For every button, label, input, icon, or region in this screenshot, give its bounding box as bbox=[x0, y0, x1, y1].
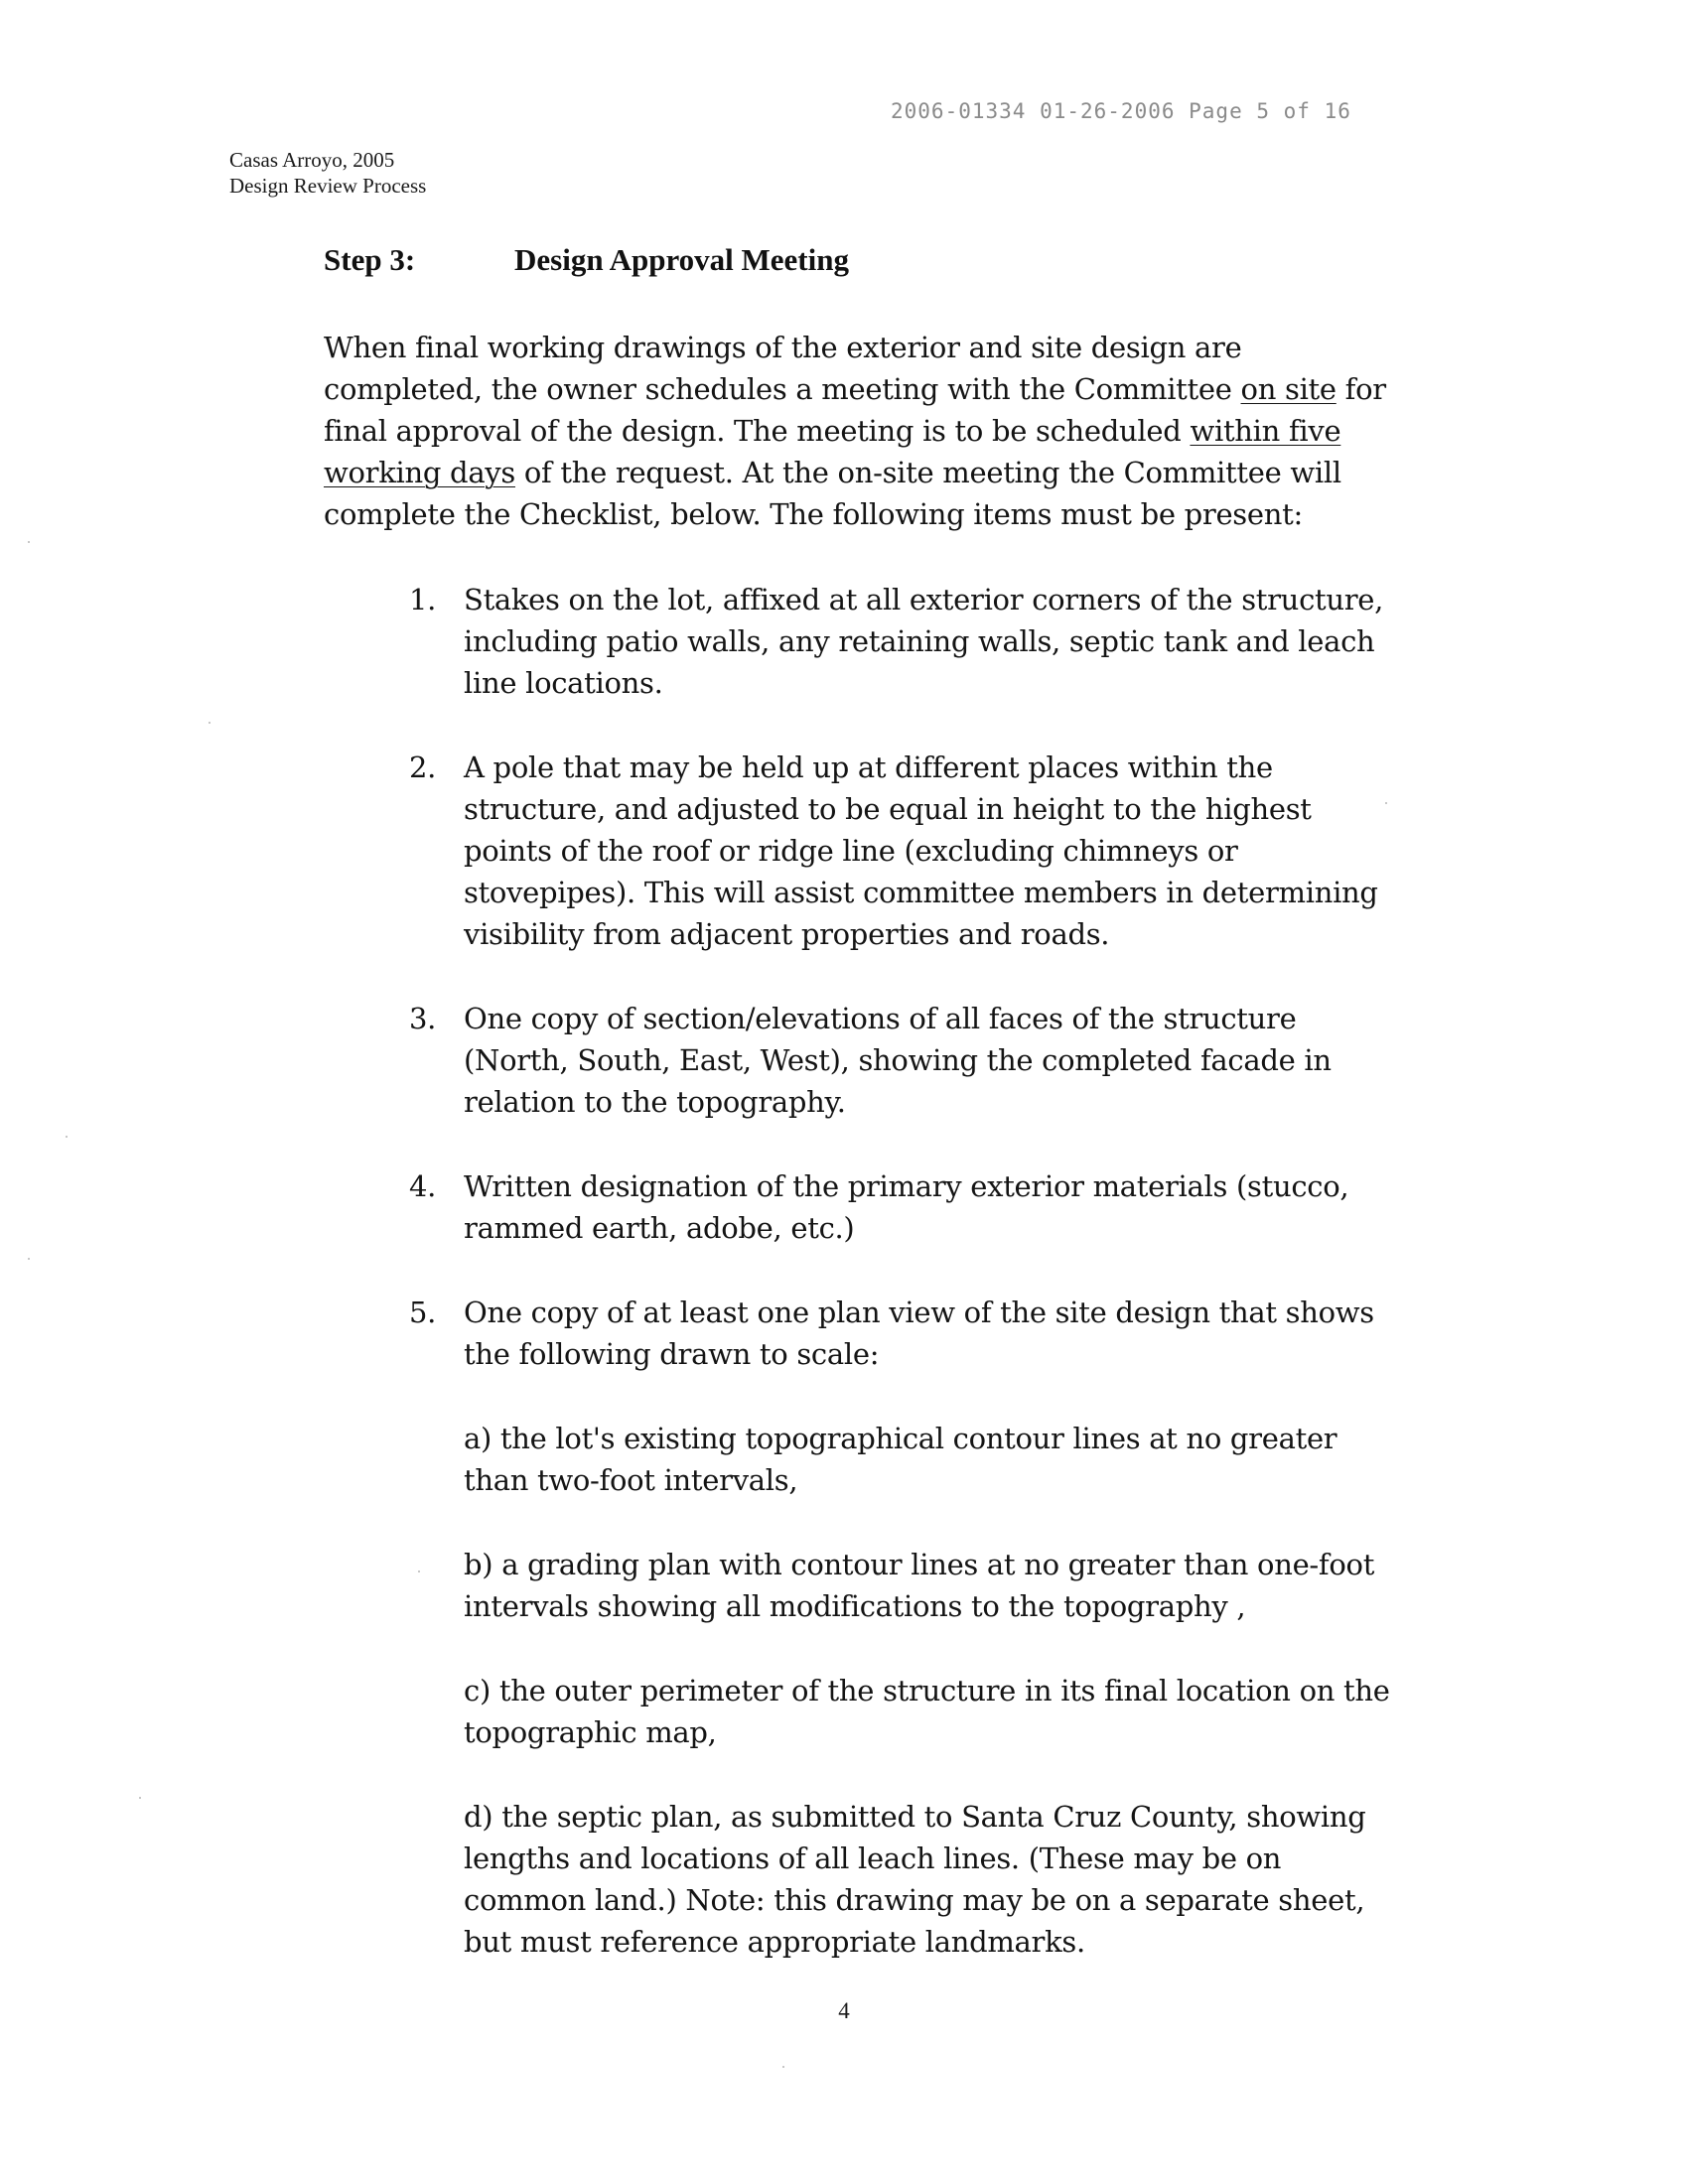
list-item bbox=[409, 747, 1402, 955]
sub-item-line: intervals showing all modifications to the topography , bbox=[464, 1589, 1246, 1623]
list-item-number: 3. bbox=[409, 1002, 437, 1035]
document-filing-stamp: 2006-01334 01-26-2006 Page 5 of 16 bbox=[891, 99, 1351, 123]
list-item-line: points of the roof or ridge line (excluding chimneys or bbox=[464, 834, 1238, 868]
header-line-2: Design Review Process bbox=[229, 174, 427, 198]
step-heading bbox=[324, 242, 849, 278]
intro-line bbox=[324, 410, 1406, 452]
scan-speck bbox=[66, 1136, 68, 1138]
intro-line: When final working drawings of the exterior and site design are bbox=[324, 331, 1242, 364]
list-item-line: rammed earth, adobe, etc.) bbox=[464, 1211, 855, 1245]
list-item bbox=[409, 998, 1402, 1123]
list-item-number: 4. bbox=[409, 1169, 437, 1203]
underlined-text: on site bbox=[1240, 372, 1336, 406]
list-item-line: the following drawn to scale: bbox=[464, 1337, 880, 1371]
list-item-line: line locations. bbox=[464, 666, 663, 700]
intro-line bbox=[324, 452, 1406, 493]
header-line-1: Casas Arroyo, 2005 bbox=[229, 148, 395, 172]
step-number: Step 3: bbox=[324, 242, 416, 277]
list-item-line: structure, and adjusted to be equal in height to the highest bbox=[464, 792, 1312, 826]
intro-text: of the request. At the on-site meeting the Committee will bbox=[514, 456, 1341, 489]
intro-text: final approval of the design. The meeting is to be scheduled bbox=[324, 414, 1191, 448]
sub-item bbox=[464, 1670, 1402, 1753]
scan-speck bbox=[418, 1570, 420, 1572]
scan-speck bbox=[209, 722, 211, 724]
intro-line: complete the Checklist, below. The following items must be present: bbox=[324, 497, 1303, 531]
list-item-line: including patio walls, any retaining walls, septic tank and leach bbox=[464, 624, 1375, 658]
scan-speck bbox=[28, 1258, 30, 1260]
scan-speck bbox=[1385, 802, 1387, 804]
list-item-number: 5. bbox=[409, 1296, 437, 1329]
list-item-line: visibility from adjacent properties and roads. bbox=[464, 917, 1110, 951]
document-header bbox=[229, 147, 426, 199]
sub-item-line: d) the septic plan, as submitted to Santa Cruz County, showing bbox=[464, 1800, 1366, 1834]
sub-item bbox=[464, 1796, 1402, 1963]
page-number: 4 bbox=[838, 1998, 850, 2023]
sub-item-line: a) the lot's existing topographical contour lines at no greater bbox=[464, 1422, 1337, 1455]
intro-paragraph bbox=[324, 327, 1406, 535]
sub-item-line: but must reference appropriate landmarks. bbox=[464, 1925, 1085, 1959]
list-item-line: (North, South, East, West), showing the completed facade in bbox=[464, 1043, 1332, 1077]
sub-item-line: c) the outer perimeter of the structure in its final location on the bbox=[464, 1674, 1390, 1707]
list-item-line: relation to the topography. bbox=[464, 1085, 846, 1119]
sub-item-line: than two-foot intervals, bbox=[464, 1463, 798, 1497]
step-title: Design Approval Meeting bbox=[514, 242, 849, 277]
list-item-line: One copy of at least one plan view of the site design that shows bbox=[464, 1296, 1374, 1329]
underlined-text: within five bbox=[1190, 414, 1341, 448]
sub-item-line: b) a grading plan with contour lines at no greater than one-foot bbox=[464, 1548, 1375, 1581]
requirements-list bbox=[409, 579, 1402, 2005]
sub-item-line: lengths and locations of all leach lines. (These may be on bbox=[464, 1842, 1282, 1875]
list-item-line: Stakes on the lot, affixed at all exterior corners of the structure, bbox=[464, 583, 1384, 616]
sub-item-line: topographic map, bbox=[464, 1715, 717, 1749]
intro-text: for bbox=[1336, 372, 1386, 406]
intro-text: completed, the owner schedules a meeting with the Committee bbox=[324, 372, 1241, 406]
scan-speck bbox=[28, 541, 30, 543]
list-item-line: One copy of section/elevations of all faces of the structure bbox=[464, 1002, 1297, 1035]
sub-item bbox=[464, 1418, 1402, 1501]
list-item-number: 1. bbox=[409, 583, 437, 616]
underlined-text: working days bbox=[324, 456, 515, 489]
intro-line bbox=[324, 368, 1406, 410]
list-item bbox=[409, 1292, 1402, 1963]
scan-speck bbox=[782, 2066, 784, 2068]
list-item bbox=[409, 579, 1402, 704]
scan-speck bbox=[139, 1797, 141, 1799]
list-item-line: stovepipes). This will assist committee members in determining bbox=[464, 876, 1378, 909]
list-item-line: A pole that may be held up at different places within the bbox=[464, 751, 1273, 784]
list-item bbox=[409, 1165, 1402, 1249]
sub-item-line: common land.) Note: this drawing may be on a separate sheet, bbox=[464, 1883, 1365, 1917]
list-item-line: Written designation of the primary exterior materials (stucco, bbox=[464, 1169, 1349, 1203]
sub-item bbox=[464, 1544, 1402, 1627]
list-item-number: 2. bbox=[409, 751, 437, 784]
